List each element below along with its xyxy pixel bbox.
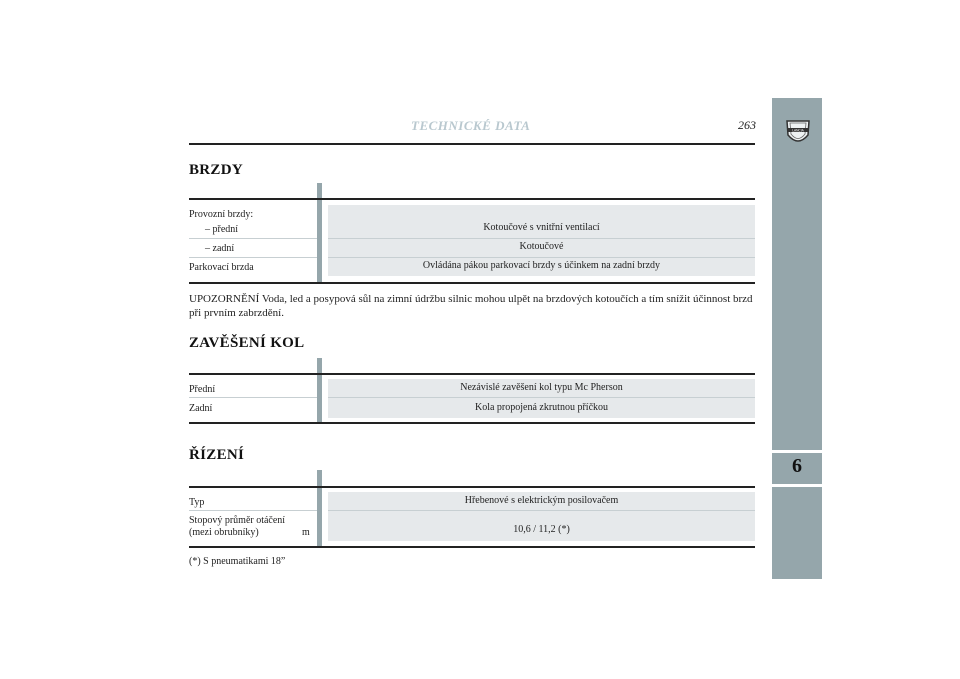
- service-brakes-label: Provozní brzdy:: [189, 209, 254, 220]
- front-brake-value: Kotoučové s vnitřní ventilací: [483, 222, 600, 233]
- turning-diameter-label: Stopový průměr otáčení: [189, 515, 286, 526]
- rear-suspension-value: Kola propojená zkrutnou příčkou: [474, 402, 609, 413]
- section-title-brakes: BRZDY: [189, 162, 244, 178]
- table-row-divider: [189, 257, 317, 258]
- turning-diameter-value: 10,6 / 11,2 (*): [513, 524, 570, 535]
- table-bottom-rule: [189, 546, 755, 548]
- warning-note: UPOZORNĚNÍ Voda, led a posypová sůl na zimní údržbu silnic mohou ulpět na brzdových kotoučích a tím snížit účinnost brzd při prvním zabrzdění.: [189, 293, 753, 319]
- front-suspension-label: Přední: [189, 384, 216, 395]
- section-title-steering: ŘÍZENÍ: [189, 447, 245, 463]
- header-rule: [189, 143, 755, 145]
- running-header-title: TECHNICKÉ DATA: [411, 118, 531, 133]
- table-top-rule: [189, 486, 755, 488]
- rear-brake-label: – zadní: [205, 243, 235, 254]
- table-top-rule: [189, 198, 755, 200]
- section-title-suspension: ZAVĚŠENÍ KOL: [189, 335, 305, 351]
- table-top-rule: [189, 373, 755, 375]
- front-brake-label: – přední: [205, 224, 239, 235]
- front-suspension-value: Nezávislé zavěšení kol typu Mc Pherson: [460, 382, 623, 393]
- chapter-side-tab: [772, 98, 822, 579]
- footnote: (*) S pneumatikami 18”: [189, 556, 286, 567]
- lancia-logo-icon: [784, 117, 812, 147]
- table-row-divider: [189, 397, 317, 398]
- table-row-divider: [328, 510, 755, 511]
- table-row-divider: [189, 510, 317, 511]
- table-row-divider: [189, 238, 317, 239]
- svg-text:LANCIA: LANCIA: [792, 128, 804, 133]
- side-tab-separator: [772, 450, 822, 453]
- page-number: 263: [738, 118, 756, 132]
- table-row-divider: [328, 397, 755, 398]
- table-accent-bar: [317, 358, 322, 423]
- turning-diameter-unit: m: [302, 527, 310, 538]
- table-row-divider: [328, 238, 755, 239]
- table-bottom-rule: [189, 422, 755, 424]
- table-accent-bar: [317, 470, 322, 548]
- rear-suspension-label: Zadní: [189, 403, 213, 414]
- steering-type-label: Typ: [189, 497, 205, 508]
- parking-brake-value: Ovládána pákou parkovací brzdy s účinkem na zadní brzdy: [422, 260, 661, 271]
- table-row-divider: [328, 257, 755, 258]
- turning-diameter-sublabel: (mezi obrubníky): [189, 527, 259, 538]
- chapter-number: 6: [792, 455, 802, 477]
- side-tab-separator: [772, 484, 822, 487]
- table-bottom-rule: [189, 282, 755, 284]
- steering-type-value: Hřebenové s elektrickým posilovačem: [464, 495, 619, 506]
- rear-brake-value: Kotoučové: [519, 241, 564, 252]
- parking-brake-label: Parkovací brzda: [189, 262, 254, 273]
